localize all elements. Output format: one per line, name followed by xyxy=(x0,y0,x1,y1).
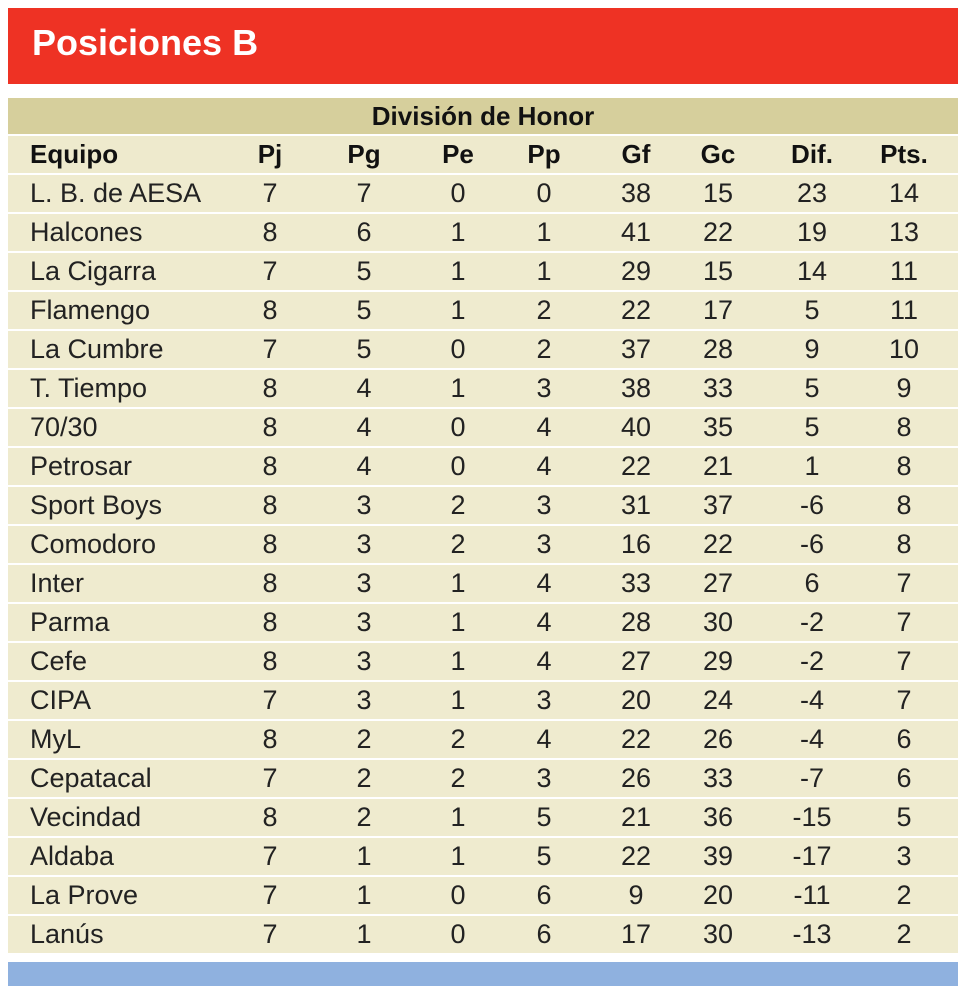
gc-cell: 33 xyxy=(702,373,734,403)
pp-cell: 3 xyxy=(536,685,552,715)
dif-cell: 5 xyxy=(804,373,820,403)
pp-cell: 3 xyxy=(536,490,552,520)
pe-cell: 2 xyxy=(450,490,466,520)
pj-cell: 8 xyxy=(262,568,278,598)
table-row xyxy=(8,292,958,331)
pg-cell: 1 xyxy=(356,919,372,949)
footer-bar xyxy=(8,962,958,986)
pts-cell: 14 xyxy=(888,178,920,208)
gc-cell: 22 xyxy=(702,529,734,559)
gf-cell: 38 xyxy=(620,373,652,403)
dif-cell: 1 xyxy=(804,451,820,481)
table-row xyxy=(8,448,958,487)
pp-cell: 4 xyxy=(536,724,552,754)
pe-cell: 0 xyxy=(450,880,466,910)
pp-cell: 4 xyxy=(536,568,552,598)
team-name: L. B. de AESA xyxy=(30,178,202,208)
gc-cell: 33 xyxy=(702,763,734,793)
team-name: Parma xyxy=(30,607,110,637)
table-row xyxy=(8,682,958,721)
pe-cell: 1 xyxy=(450,685,466,715)
gc-cell: 36 xyxy=(702,802,734,832)
gc-cell: 17 xyxy=(702,295,734,325)
pe-cell: 1 xyxy=(450,802,466,832)
table-row xyxy=(8,760,958,799)
pg-cell: 7 xyxy=(356,178,372,208)
pp-cell: 1 xyxy=(536,256,552,286)
pe-cell: 0 xyxy=(450,178,466,208)
pg-cell: 4 xyxy=(356,451,372,481)
pj-cell: 8 xyxy=(262,451,278,481)
col-header-pj: Pj xyxy=(257,139,283,169)
pe-cell: 0 xyxy=(450,334,466,364)
gf-cell: 26 xyxy=(620,763,652,793)
team-name: CIPA xyxy=(30,685,92,715)
pp-cell: 3 xyxy=(536,373,552,403)
pg-cell: 5 xyxy=(356,334,372,364)
pts-cell: 2 xyxy=(896,880,912,910)
pj-cell: 7 xyxy=(262,256,278,286)
pts-cell: 11 xyxy=(889,256,919,286)
gc-cell: 29 xyxy=(702,646,734,676)
table-row xyxy=(8,331,958,370)
table-row xyxy=(8,409,958,448)
gf-cell: 27 xyxy=(620,646,652,676)
team-name: Aldaba xyxy=(30,841,115,871)
pp-cell: 6 xyxy=(536,919,552,949)
division-heading: División de Honor xyxy=(8,98,958,136)
pts-cell: 7 xyxy=(896,646,912,676)
pp-cell: 4 xyxy=(536,451,552,481)
pg-cell: 1 xyxy=(356,880,372,910)
gf-cell: 22 xyxy=(620,295,652,325)
pg-cell: 3 xyxy=(356,685,372,715)
pj-cell: 8 xyxy=(262,802,278,832)
gc-cell: 26 xyxy=(702,724,734,754)
pts-cell: 8 xyxy=(896,412,912,442)
pts-cell: 5 xyxy=(896,802,912,832)
team-name: Cepatacal xyxy=(30,763,152,793)
gc-cell: 21 xyxy=(702,451,734,481)
col-header-pts: Pts. xyxy=(880,139,928,169)
pts-cell: 8 xyxy=(896,529,912,559)
gf-cell: 22 xyxy=(620,451,652,481)
pts-cell: 7 xyxy=(896,685,912,715)
pp-cell: 1 xyxy=(536,217,552,247)
dif-cell: -6 xyxy=(799,490,824,520)
pe-cell: 1 xyxy=(450,568,466,598)
table-row xyxy=(8,565,958,604)
pp-cell: 6 xyxy=(536,880,552,910)
pp-cell: 2 xyxy=(536,295,552,325)
col-header-pg: Pg xyxy=(347,139,381,169)
pj-cell: 8 xyxy=(262,529,278,559)
page-title: Posiciones B xyxy=(32,22,259,63)
pe-cell: 1 xyxy=(450,841,466,871)
pj-cell: 7 xyxy=(262,841,278,871)
gc-cell: 35 xyxy=(702,412,734,442)
pp-cell: 4 xyxy=(536,646,552,676)
table-row xyxy=(8,370,958,409)
pg-cell: 4 xyxy=(356,373,372,403)
pj-cell: 7 xyxy=(262,763,278,793)
pg-cell: 3 xyxy=(356,529,372,559)
table-row xyxy=(8,604,958,643)
team-name: 70/30 xyxy=(30,412,98,442)
gc-cell: 39 xyxy=(702,841,734,871)
pg-cell: 4 xyxy=(356,412,372,442)
pe-cell: 1 xyxy=(450,607,466,637)
gf-cell: 21 xyxy=(620,802,652,832)
gc-cell: 22 xyxy=(702,217,734,247)
gf-cell: 31 xyxy=(620,490,652,520)
table-row xyxy=(8,916,958,955)
pg-cell: 5 xyxy=(356,256,372,286)
gf-cell: 37 xyxy=(620,334,652,364)
pe-cell: 1 xyxy=(450,646,466,676)
pp-cell: 0 xyxy=(536,178,552,208)
pts-cell: 8 xyxy=(896,490,912,520)
gc-cell: 15 xyxy=(702,256,734,286)
team-name: Petrosar xyxy=(30,451,133,481)
pg-cell: 3 xyxy=(356,646,372,676)
pj-cell: 7 xyxy=(262,334,278,364)
gf-cell: 38 xyxy=(620,178,652,208)
pj-cell: 7 xyxy=(262,880,278,910)
pp-cell: 2 xyxy=(536,334,552,364)
pts-cell: 10 xyxy=(888,334,920,364)
pg-cell: 2 xyxy=(356,763,372,793)
gc-cell: 27 xyxy=(702,568,734,598)
pj-cell: 7 xyxy=(262,685,278,715)
gc-cell: 15 xyxy=(702,178,734,208)
table-header-row xyxy=(8,136,958,175)
pts-cell: 8 xyxy=(896,451,912,481)
pp-cell: 4 xyxy=(536,607,552,637)
gf-cell: 28 xyxy=(620,607,652,637)
col-header-gc: Gc xyxy=(700,139,736,169)
pe-cell: 0 xyxy=(450,919,466,949)
table-row xyxy=(8,799,958,838)
pe-cell: 2 xyxy=(450,724,466,754)
pp-cell: 5 xyxy=(536,802,552,832)
dif-cell: -17 xyxy=(792,841,832,871)
team-name: Sport Boys xyxy=(30,490,163,520)
pg-cell: 3 xyxy=(356,490,372,520)
pg-cell: 5 xyxy=(356,295,372,325)
pj-cell: 8 xyxy=(262,646,278,676)
pe-cell: 0 xyxy=(450,412,466,442)
col-header-pp: Pp xyxy=(527,139,561,169)
team-name: T. Tiempo xyxy=(30,373,148,403)
dif-cell: -15 xyxy=(792,802,832,832)
table-row xyxy=(8,838,958,877)
pj-cell: 8 xyxy=(262,373,278,403)
team-name: Lanús xyxy=(30,919,104,949)
dif-cell: -13 xyxy=(792,919,832,949)
pg-cell: 2 xyxy=(356,802,372,832)
table-row xyxy=(8,487,958,526)
pe-cell: 0 xyxy=(450,451,466,481)
gf-cell: 41 xyxy=(620,217,652,247)
pts-cell: 6 xyxy=(896,724,912,754)
table-row xyxy=(8,526,958,565)
dif-cell: 6 xyxy=(804,568,820,598)
gc-cell: 24 xyxy=(702,685,734,715)
pe-cell: 1 xyxy=(450,295,466,325)
gf-cell: 40 xyxy=(620,412,652,442)
table-row xyxy=(8,877,958,916)
pts-cell: 7 xyxy=(896,568,912,598)
pj-cell: 8 xyxy=(262,412,278,442)
team-name: Halcones xyxy=(30,217,143,247)
team-name: La Cumbre xyxy=(30,334,164,364)
table-row xyxy=(8,253,958,292)
pp-cell: 3 xyxy=(536,763,552,793)
gf-cell: 22 xyxy=(620,724,652,754)
pg-cell: 3 xyxy=(356,568,372,598)
pe-cell: 2 xyxy=(450,529,466,559)
dif-cell: 19 xyxy=(796,217,828,247)
dif-cell: 23 xyxy=(796,178,828,208)
standings-table xyxy=(8,98,958,955)
pe-cell: 2 xyxy=(450,763,466,793)
col-header-pe: Pe xyxy=(442,139,474,169)
gf-cell: 9 xyxy=(628,880,644,910)
team-name: Vecindad xyxy=(30,802,142,832)
pts-cell: 2 xyxy=(896,919,912,949)
table-body xyxy=(8,175,958,955)
team-name: La Cigarra xyxy=(30,256,157,286)
gf-cell: 20 xyxy=(620,685,652,715)
pj-cell: 8 xyxy=(262,490,278,520)
dif-cell: -2 xyxy=(799,646,824,676)
dif-cell: -4 xyxy=(799,724,824,754)
table-row xyxy=(8,643,958,682)
pe-cell: 1 xyxy=(450,256,466,286)
pts-cell: 6 xyxy=(896,763,912,793)
table-row xyxy=(8,721,958,760)
gc-cell: 30 xyxy=(702,919,734,949)
col-header-dif: Dif. xyxy=(791,139,833,169)
gf-cell: 29 xyxy=(620,256,652,286)
pg-cell: 3 xyxy=(356,607,372,637)
pj-cell: 8 xyxy=(262,217,278,247)
pts-cell: 7 xyxy=(896,607,912,637)
table-row xyxy=(8,214,958,253)
gc-cell: 28 xyxy=(702,334,734,364)
pe-cell: 1 xyxy=(450,217,466,247)
team-name: Comodoro xyxy=(30,529,157,559)
pg-cell: 1 xyxy=(356,841,372,871)
dif-cell: -7 xyxy=(799,763,824,793)
dif-cell: 5 xyxy=(804,295,820,325)
pts-cell: 11 xyxy=(889,295,919,325)
gf-cell: 16 xyxy=(620,529,652,559)
pj-cell: 8 xyxy=(262,724,278,754)
gf-cell: 22 xyxy=(620,841,652,871)
pts-cell: 3 xyxy=(896,841,912,871)
dif-cell: -2 xyxy=(799,607,824,637)
pts-cell: 9 xyxy=(896,373,912,403)
team-name: La Prove xyxy=(30,880,139,910)
pj-cell: 7 xyxy=(262,178,278,208)
table-row xyxy=(8,175,958,214)
dif-cell: -4 xyxy=(799,685,824,715)
pg-cell: 2 xyxy=(356,724,372,754)
gf-cell: 17 xyxy=(620,919,652,949)
pg-cell: 6 xyxy=(356,217,372,247)
gc-cell: 20 xyxy=(702,880,734,910)
pj-cell: 8 xyxy=(262,607,278,637)
gc-cell: 37 xyxy=(702,490,734,520)
dif-cell: 14 xyxy=(796,256,828,286)
col-header-gf: Gf xyxy=(621,139,651,169)
dif-cell: 9 xyxy=(804,334,820,364)
pp-cell: 5 xyxy=(536,841,552,871)
dif-cell: 5 xyxy=(804,412,820,442)
dif-cell: -6 xyxy=(799,529,824,559)
pts-cell: 13 xyxy=(888,217,920,247)
team-name: MyL xyxy=(30,724,82,754)
team-name: Flamengo xyxy=(30,295,151,325)
pp-cell: 4 xyxy=(536,412,552,442)
pj-cell: 8 xyxy=(262,295,278,325)
title-bar xyxy=(8,8,958,84)
pj-cell: 7 xyxy=(262,919,278,949)
pp-cell: 3 xyxy=(536,529,552,559)
dif-cell: -11 xyxy=(793,880,831,910)
gf-cell: 33 xyxy=(620,568,652,598)
gc-cell: 30 xyxy=(702,607,734,637)
col-header-equipo: Equipo xyxy=(30,139,119,169)
pe-cell: 1 xyxy=(450,373,466,403)
team-name: Inter xyxy=(30,568,85,598)
team-name: Cefe xyxy=(30,646,88,676)
